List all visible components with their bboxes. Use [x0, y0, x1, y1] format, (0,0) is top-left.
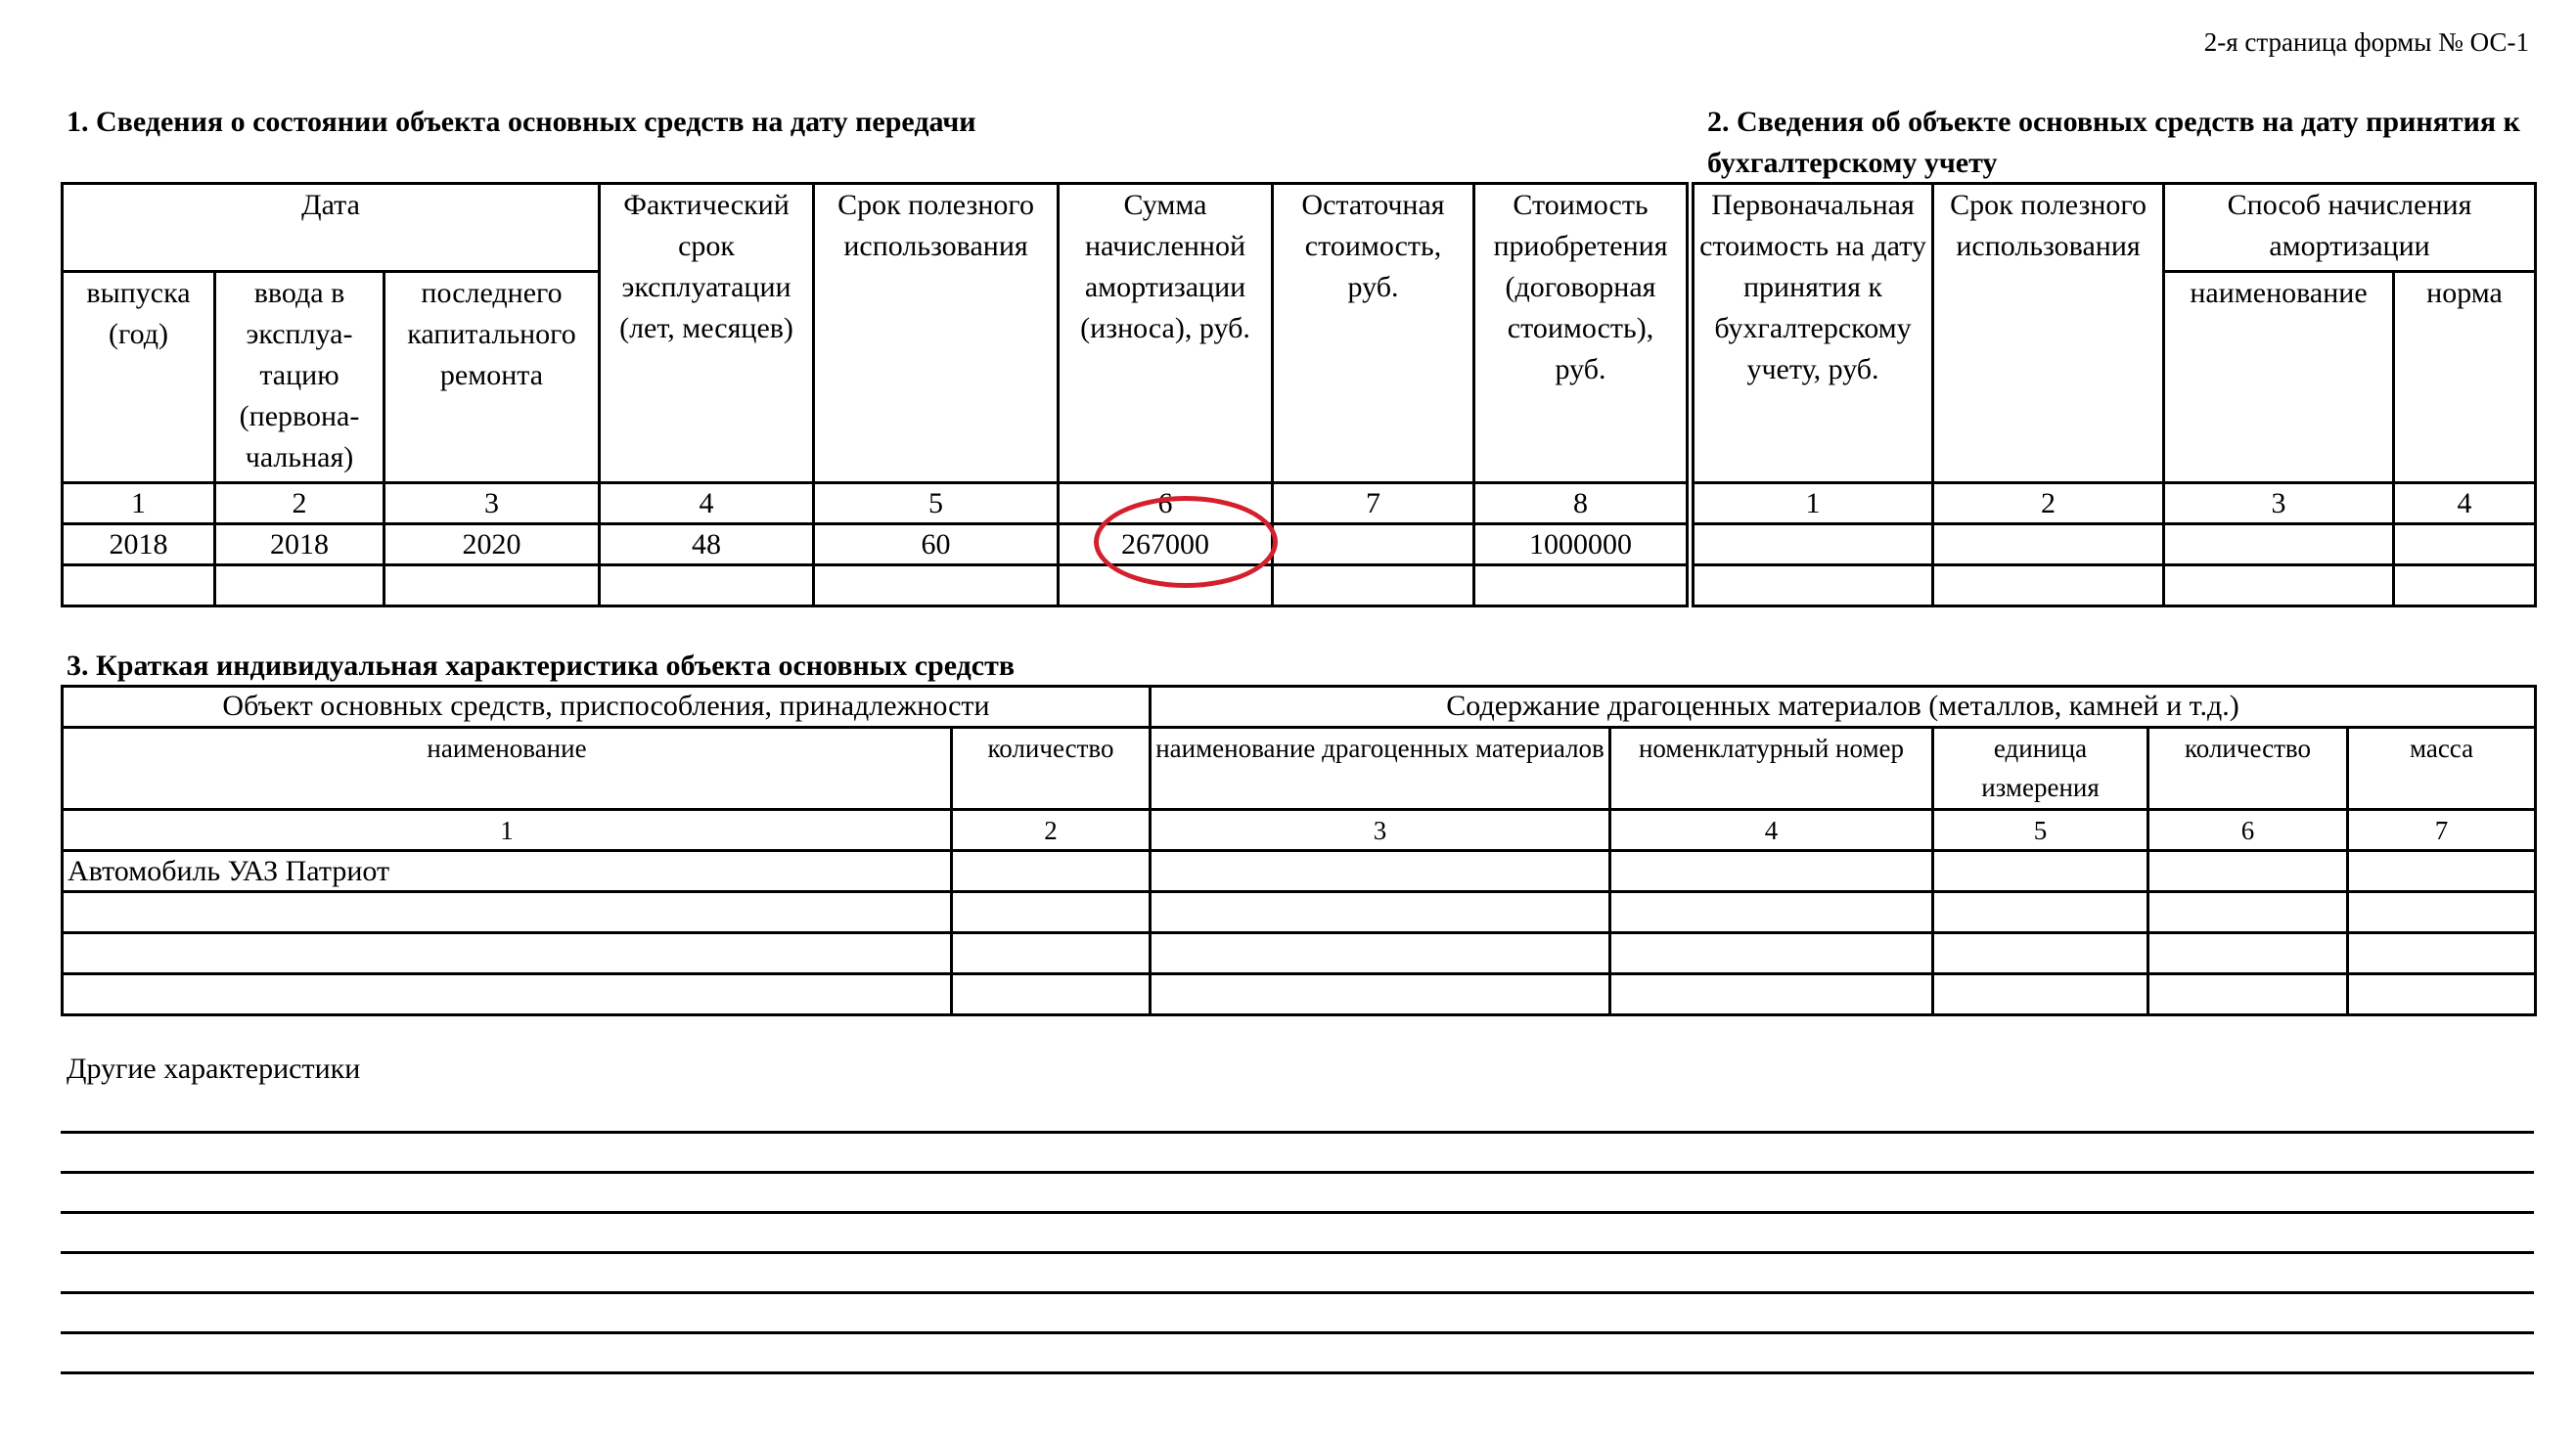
empty-cell	[600, 565, 814, 606]
empty-cell	[2348, 933, 2536, 974]
col-number: 8	[1474, 483, 1691, 524]
empty-cell	[1610, 851, 1933, 892]
page-label: 2-я страница формы № ОС-1	[2203, 27, 2529, 57]
highlight-circle	[1094, 496, 1278, 588]
empty-cell	[1151, 851, 1610, 892]
col-number: 1	[1691, 483, 1933, 524]
useful-life-cell: 60	[814, 524, 1059, 565]
header-item-number: номенклатурный номер	[1610, 728, 1933, 810]
header-residual-value: Остаточная стоимость, руб.	[1273, 184, 1474, 483]
col-number: 1	[63, 483, 215, 524]
empty-cell	[1933, 933, 2148, 974]
header-method-rate: норма	[2394, 272, 2536, 483]
depreciation-cell: 267000	[1059, 524, 1273, 565]
col-number: 3	[384, 483, 600, 524]
table-row	[63, 565, 2536, 606]
empty-cell	[1933, 851, 2148, 892]
empty-cell	[952, 933, 1151, 974]
empty-cell	[63, 892, 952, 933]
header-quantity: количество	[952, 728, 1151, 810]
col-number: 3	[1151, 810, 1610, 851]
header-useful-life-2: Срок полезного использования	[1933, 184, 2164, 483]
header-method-name: наименование	[2164, 272, 2394, 483]
empty-cell	[1474, 565, 1691, 606]
issue-year-cell: 2018	[63, 524, 215, 565]
writing-line	[61, 1211, 2534, 1214]
col-number: 5	[1933, 810, 2148, 851]
header-object-group: Объект основных средств, приспособления, принадлежности	[63, 687, 1151, 728]
writing-line	[61, 1171, 2534, 1174]
empty-cell	[1610, 933, 1933, 974]
empty-cell	[63, 933, 952, 974]
empty-cell	[1151, 974, 1610, 1015]
header-material-name: наименование драгоценных материалов	[1151, 728, 1610, 810]
col-number: 7	[1273, 483, 1474, 524]
section3-title: 3. Краткая индивидуальная характеристика объекта основных средств	[67, 650, 1016, 682]
last-repair-cell: 2020	[384, 524, 600, 565]
fixed-asset-state-table	[61, 182, 2537, 607]
header-commissioning: ввода в эксплуа-тацию (первона-чальная)	[215, 272, 384, 483]
col-number: 5	[814, 483, 1059, 524]
col-number: 4	[600, 483, 814, 524]
writing-line	[61, 1291, 2534, 1294]
empty-cell	[2164, 565, 2394, 606]
col-number: 3	[2164, 483, 2394, 524]
col-number: 2	[952, 810, 1151, 851]
empty-cell	[2148, 892, 2348, 933]
empty-cell	[1151, 933, 1610, 974]
table-row	[63, 892, 2536, 933]
header-mass: масса	[2348, 728, 2536, 810]
other-characteristics-label: Другие характеристики	[67, 1053, 361, 1085]
empty-cell	[2148, 933, 2348, 974]
header-acquisition-cost: Стоимость приобретения (договорная стоимость), руб.	[1474, 184, 1691, 483]
empty-cell	[2394, 524, 2536, 565]
empty-cell	[1691, 524, 1933, 565]
empty-cell	[2148, 851, 2348, 892]
object-name-cell: Автомобиль УАЗ Патриот	[63, 851, 952, 892]
empty-cell	[2148, 974, 2348, 1015]
col-number: 4	[1610, 810, 1933, 851]
empty-cell	[952, 851, 1151, 892]
actual-term-cell: 48	[600, 524, 814, 565]
writing-line	[61, 1131, 2534, 1134]
empty-cell	[952, 892, 1151, 933]
header-depreciation: Сумма начисленной амортизации (износа), руб.	[1059, 184, 1273, 483]
empty-cell	[1933, 524, 2164, 565]
header-useful-life: Срок полезного использования	[814, 184, 1059, 483]
col-number: 2	[215, 483, 384, 524]
header-date: Дата	[63, 184, 600, 272]
header-last-repair: последнего капитального ремонта	[384, 272, 600, 483]
header-initial-cost: Первоначальная стоимость на дату принятия к бухгалтерскому учету, руб.	[1691, 184, 1933, 483]
header-quantity-2: количество	[2148, 728, 2348, 810]
empty-cell	[1610, 892, 1933, 933]
empty-cell	[1933, 565, 2164, 606]
empty-cell	[215, 565, 384, 606]
col-number: 7	[2348, 810, 2536, 851]
table-row	[63, 851, 2536, 892]
characteristics-table	[61, 685, 2537, 1016]
writing-line	[61, 1371, 2534, 1374]
empty-cell	[1610, 974, 1933, 1015]
section1-title: 1. Сведения о состоянии объекта основных средств на дату передачи	[67, 106, 976, 138]
acquisition-cost-cell: 1000000	[1474, 524, 1691, 565]
header-depreciation-method: Способ начисления амортизации	[2164, 184, 2536, 272]
empty-cell	[63, 974, 952, 1015]
col-number: 2	[1933, 483, 2164, 524]
table-row	[63, 524, 2536, 565]
empty-cell	[2348, 892, 2536, 933]
empty-cell	[384, 565, 600, 606]
col-number: 6	[2148, 810, 2348, 851]
col-number: 1	[63, 810, 952, 851]
header-unit: единица измерения	[1933, 728, 2148, 810]
empty-cell	[2394, 565, 2536, 606]
empty-cell	[1933, 892, 2148, 933]
residual-value-cell	[1273, 524, 1474, 565]
col-number: 6	[1059, 483, 1273, 524]
empty-cell	[2164, 524, 2394, 565]
header-issue-year: выпуска (год)	[63, 272, 215, 483]
empty-cell	[814, 565, 1059, 606]
empty-cell	[2348, 974, 2536, 1015]
writing-line	[61, 1331, 2534, 1334]
empty-cell	[1691, 565, 1933, 606]
header-name: наименование	[63, 728, 952, 810]
col-number: 4	[2394, 483, 2536, 524]
header-actual-term: Фактический срок эксплуатации (лет, месяцев)	[600, 184, 814, 483]
empty-cell	[2348, 851, 2536, 892]
empty-cell	[952, 974, 1151, 1015]
writing-line	[61, 1251, 2534, 1254]
empty-cell	[1933, 974, 2148, 1015]
section2-title: 2. Сведения об объекте основных средств на дату принятия к бухгалтерскому учету	[1707, 106, 2520, 179]
commissioning-cell: 2018	[215, 524, 384, 565]
empty-cell	[63, 565, 215, 606]
header-precious-group: Содержание драгоценных материалов (металлов, камней и т.д.)	[1151, 687, 2536, 728]
table-row	[63, 933, 2536, 974]
empty-cell	[1151, 892, 1610, 933]
table-row	[63, 974, 2536, 1015]
empty-cell	[1273, 565, 1474, 606]
